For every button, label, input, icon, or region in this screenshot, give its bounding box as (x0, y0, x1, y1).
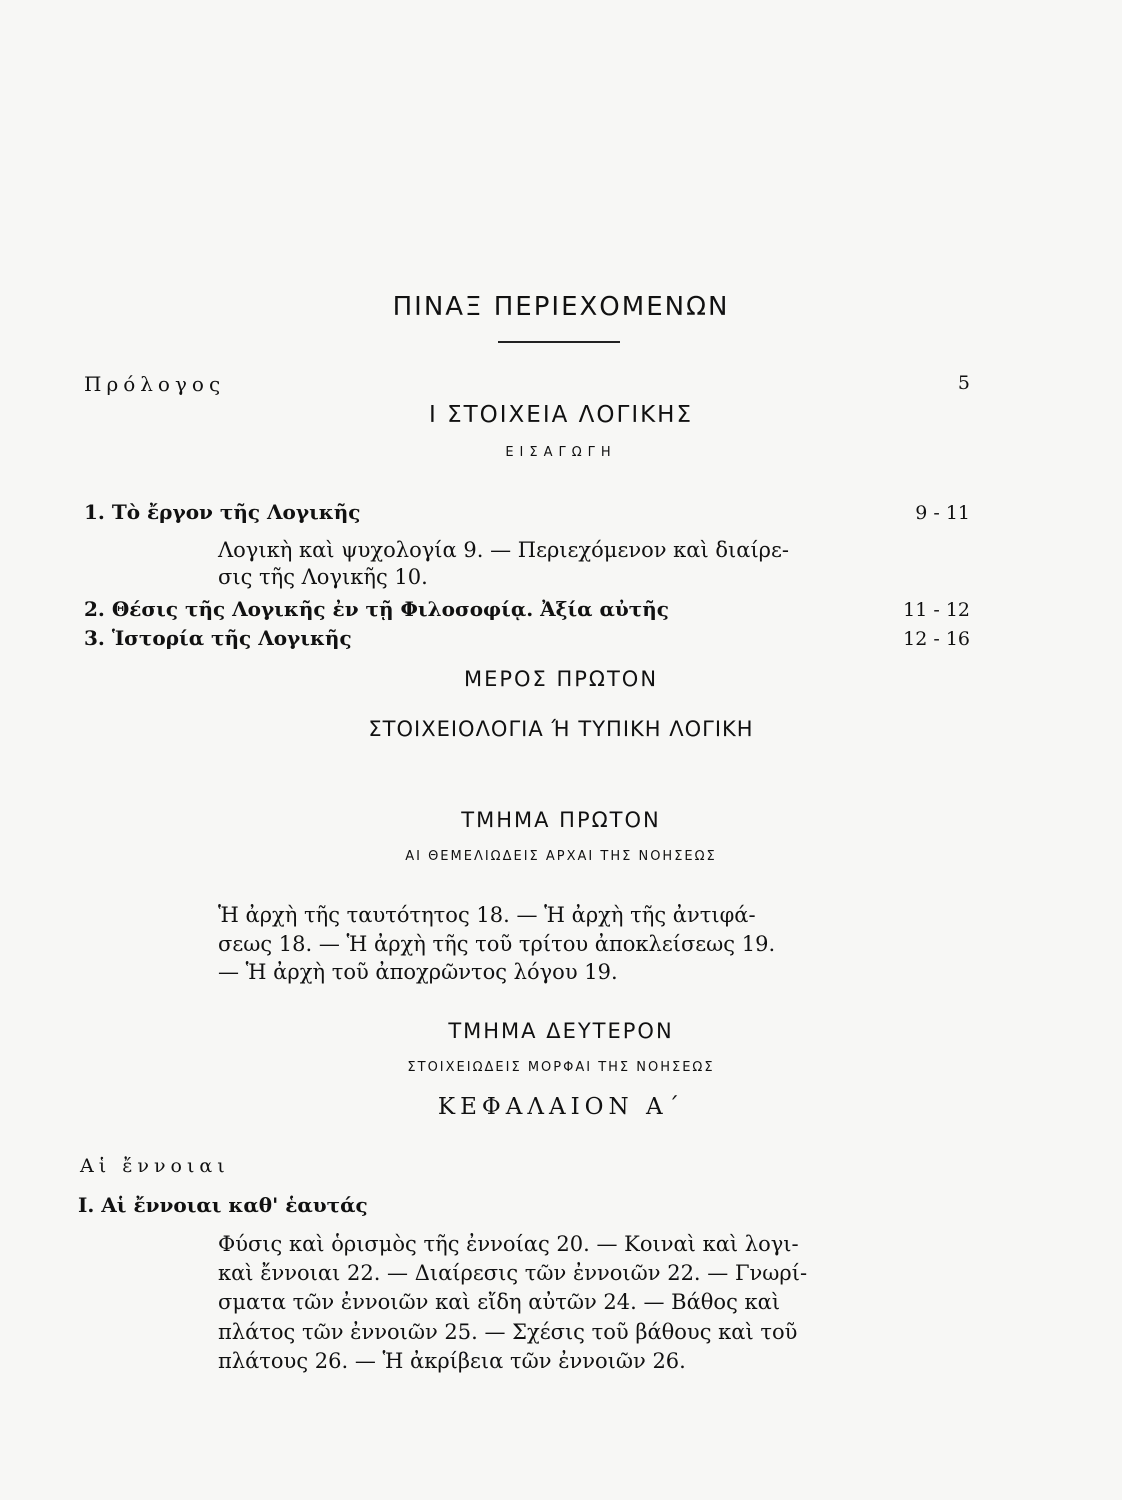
toc-entry-desc-line: Λογικὴ καὶ ψυχολογία 9. — Περιεχόμενον καὶ διαίρε- (218, 538, 789, 562)
toc-entry-pages: 9 - 11 (915, 502, 970, 524)
section-subheading: ΣΤΟΙΧΕΙΟΛΟΓΙΑ Ή ΤΥΠΙΚΗ ΛΟΓΙΚΗ (368, 717, 754, 741)
section-heading: ΤΜΗΜΑ ΠΡΩΤΟΝ (461, 808, 661, 832)
chapter-label: Αἱ ἔννοιαι (80, 1155, 230, 1177)
toc-entry-pages: 12 - 16 (903, 628, 970, 650)
toc-entry-desc-line: πλάτους 26. — Ἡ ἀκρίβεια τῶν ἐννοιῶν 26. (218, 1349, 686, 1373)
chapter-heading: ΚΕΦΑΛΑΙΟΝ Α΄ (437, 1094, 685, 1120)
toc-entry-title: 3. Ἱστορία τῆς Λογικῆς (84, 626, 352, 650)
toc-entry-desc-line: σεως 18. — Ἡ ἀρχὴ τῆς τοῦ τρίτου ἀποκλείσεως 19. (218, 932, 776, 956)
section-subheading: ΑΙ ΘΕΜΕΛΙΩΔΕΙΣ ΑΡΧΑΙ ΤΗΣ ΝΟΗΣΕΩΣ (405, 849, 717, 864)
toc-entry-title: Ι. Αἱ ἔννοιαι καθ' ἑαυτάς (78, 1193, 368, 1217)
prologue-page: 5 (957, 372, 970, 394)
toc-entry-desc-line: Ἡ ἀρχὴ τῆς ταυτότητος 18. — Ἡ ἀρχὴ τῆς ἀντιφά- (218, 903, 756, 927)
prologue-label: Πρόλογος (84, 372, 226, 396)
part-heading: Ι ΣΤΟΙΧΕΙΑ ΛΟΓΙΚΗΣ (428, 402, 694, 428)
title-divider (498, 341, 620, 343)
toc-entry-title: 1. Τὸ ἔργον τῆς Λογικῆς (84, 500, 361, 524)
toc-entry-desc-line: πλάτος τῶν ἐννοιῶν 25. — Σχέσις τοῦ βάθους καὶ τοῦ (218, 1320, 798, 1344)
toc-entry-title: 2. Θέσις τῆς Λογικῆς ἐν τῇ Φιλοσοφίᾳ. Ἀξία αὐτῆς (84, 597, 669, 621)
toc-entry-desc-line: σις τῆς Λογικῆς 10. (218, 565, 428, 589)
toc-entry-desc-line: — Ἡ ἀρχὴ τοῦ ἀποχρῶντος λόγου 19. (218, 960, 618, 984)
toc-entry-desc-line: Φύσις καὶ ὁρισμὸς τῆς ἐννοίας 20. — Κοιναὶ καὶ λογι- (218, 1232, 799, 1256)
section-subheading: ΣΤΟΙΧΕΙΩΔΕΙΣ ΜΟΡΦΑΙ ΤΗΣ ΝΟΗΣΕΩΣ (407, 1060, 715, 1075)
page-title: ΠΙΝΑΞ ΠΕΡΙΕΧΟΜΕΝΩΝ (392, 292, 730, 322)
toc-entry-pages: 11 - 12 (903, 599, 970, 621)
section-heading: ΜΕΡΟΣ ΠΡΩΤΟΝ (463, 667, 659, 691)
toc-entry-desc-line: σματα τῶν ἐννοιῶν καὶ εἴδη αὐτῶν 24. — Βάθος καὶ (218, 1290, 781, 1314)
section-heading: ΤΜΗΜΑ ΔΕΥΤΕΡΟΝ (448, 1019, 674, 1043)
part-subheading: ΕΙΣΑΓΩΓΗ (505, 445, 617, 460)
toc-entry-desc-line: καὶ ἔννοιαι 22. — Διαίρεσις τῶν ἐννοιῶν 22. — Γνωρί- (218, 1261, 808, 1285)
